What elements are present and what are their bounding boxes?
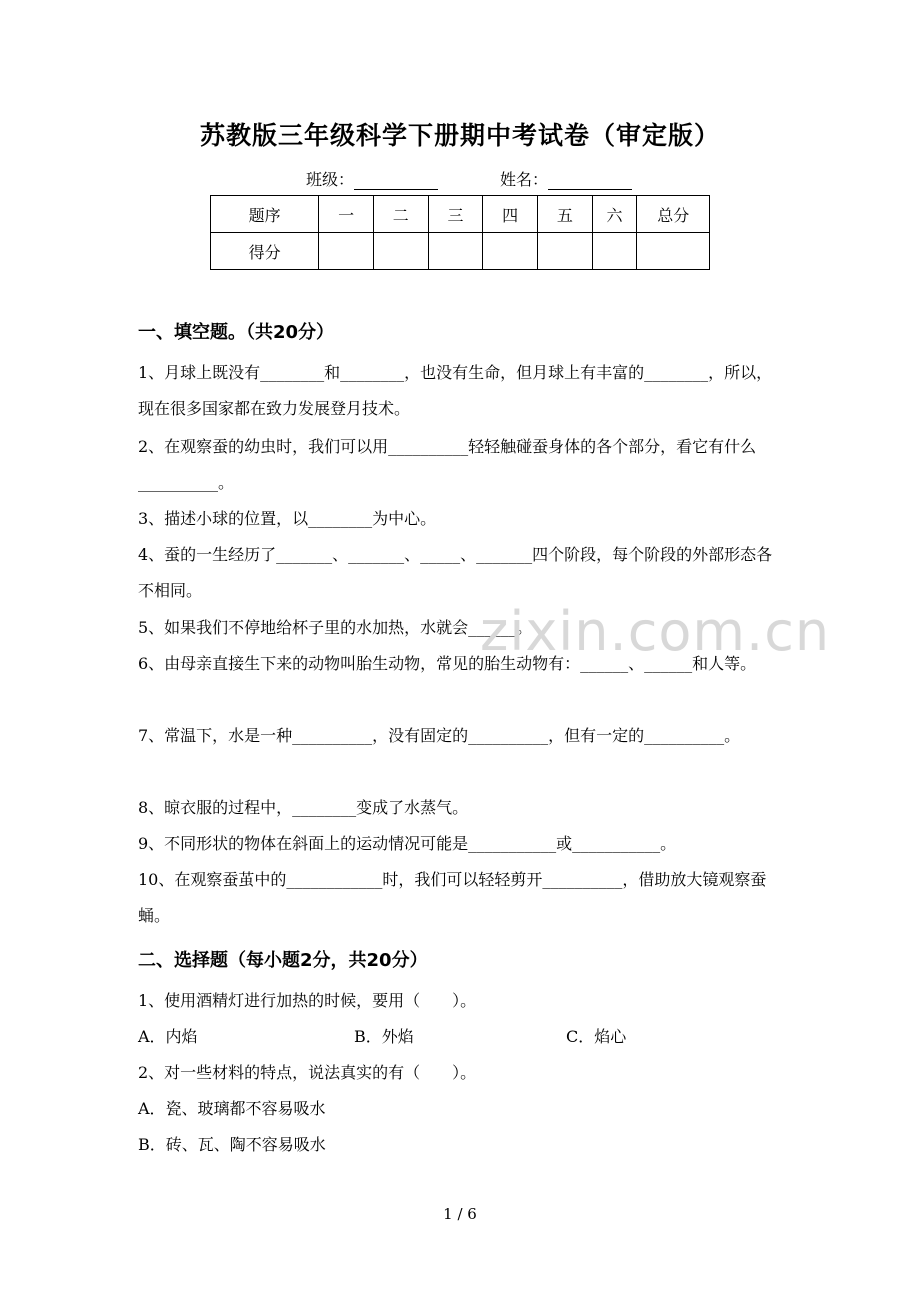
choice-option: B．外焰	[354, 1027, 414, 1046]
score-table-header-row	[211, 196, 710, 233]
name-blank	[548, 171, 632, 190]
watermark: zixin.com.cn	[480, 600, 831, 663]
name-label: 姓名：	[500, 170, 549, 189]
score-cell	[537, 233, 592, 270]
page-number: 1 / 6	[443, 1205, 477, 1223]
score-header-cell: 五	[537, 196, 592, 233]
choice-option: A．瓷、玻璃都不容易吸水	[138, 1099, 326, 1118]
choice-option: B．砖、瓦、陶不容易吸水	[138, 1135, 326, 1154]
name-field	[500, 167, 632, 190]
section-heading-multiple-choice: 二、选择题（每小题2分，共20分）	[138, 950, 428, 971]
section-heading-fill-in: 一、填空题。（共20分）	[138, 322, 335, 343]
question-item: 1、月球上既没有________和________，也没有生命，但月球上有丰富的________，所以，现在很多国家都在致力发展登月技术。	[138, 363, 773, 418]
score-header-cell: 六	[592, 196, 637, 233]
student-info	[0, 167, 920, 193]
score-cell	[428, 233, 483, 270]
class-field	[306, 167, 438, 190]
question-item: 4、蚕的一生经历了_______、_______、_____、_______四个阶段，每个阶段的外部形态各不相同。	[138, 545, 773, 600]
score-table-score-row	[211, 233, 710, 270]
class-label: 班级：	[306, 170, 355, 189]
question-item: 6、由母亲直接生下来的动物叫胎生动物，常见的胎生动物有：______、______和人等。	[138, 654, 757, 673]
score-table	[210, 195, 710, 270]
question-item: 3、描述小球的位置，以________为中心。	[138, 509, 437, 528]
score-header-cell: 二	[373, 196, 428, 233]
score-header-cell: 四	[483, 196, 538, 233]
score-header-cell: 题序	[211, 196, 319, 233]
question-item: 7、常温下，水是一种__________，没有固定的__________，但有一定的__________。	[138, 726, 741, 745]
score-row-label: 得分	[211, 233, 319, 270]
question-item: 9、不同形状的物体在斜面上的运动情况可能是___________或___________。	[138, 834, 677, 853]
question-item: 1、使用酒精灯进行加热的时候，要用（ ）。	[138, 991, 477, 1010]
score-cell	[637, 233, 710, 270]
question-item: 10、在观察蚕茧中的____________时，我们可以轻轻剪开__________，借助放大镜观察蚕蛹。	[138, 870, 767, 925]
score-cell	[592, 233, 637, 270]
score-header-cell: 总分	[637, 196, 710, 233]
question-item: 5、如果我们不停地给杯子里的水加热，水就会______。	[138, 618, 533, 637]
question-item: 2、在观察蚕的幼虫时，我们可以用__________轻轻触碰蚕身体的各个部分，看它有什么__________。	[138, 437, 757, 492]
score-cell	[373, 233, 428, 270]
question-item: 2、对一些材料的特点，说法真实的有（ ）。	[138, 1063, 477, 1082]
score-header-cell: 三	[428, 196, 483, 233]
score-cell	[319, 233, 374, 270]
page-title: 苏教版三年级科学下册期中考试卷（审定版）	[199, 121, 720, 150]
score-cell	[483, 233, 538, 270]
choice-option: C．焰心	[566, 1027, 627, 1046]
question-item: 8、晾衣服的过程中，________变成了水蒸气。	[138, 798, 469, 817]
score-header-cell: 一	[319, 196, 374, 233]
choice-option: A．内焰	[138, 1027, 198, 1046]
class-blank	[354, 171, 438, 190]
